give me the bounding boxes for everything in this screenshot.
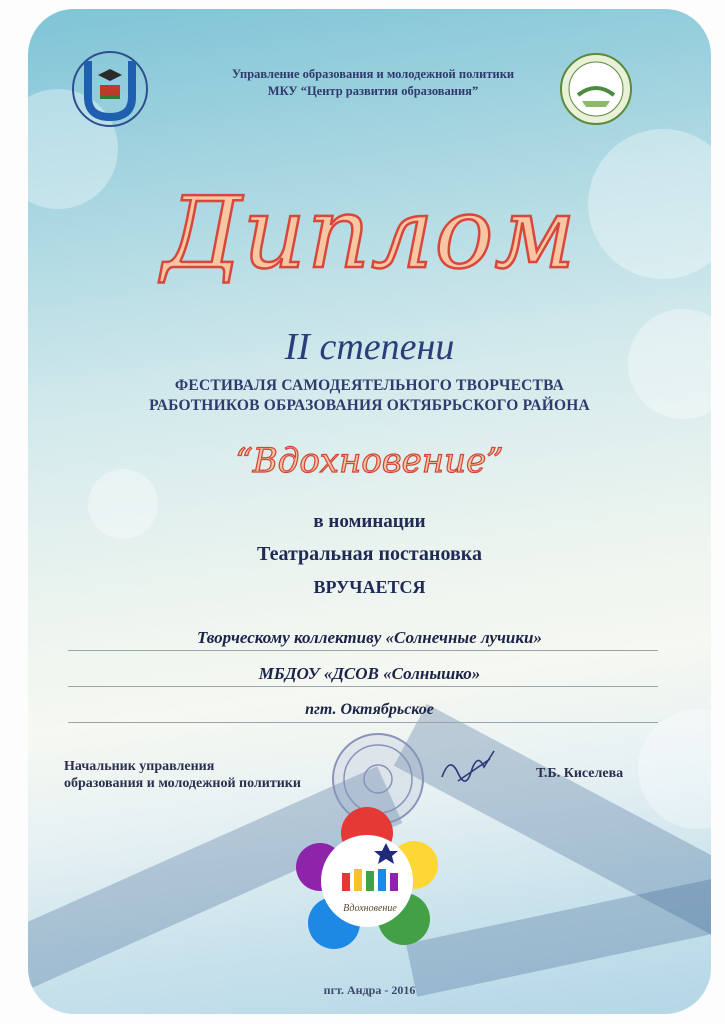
awarded-label: ВРУЧАЕТСЯ — [313, 577, 426, 597]
education-department-logo — [70, 49, 150, 129]
header-line-2: МКУ “Центр развития образования” — [267, 84, 479, 98]
fill-line — [68, 686, 658, 687]
development-center-logo — [558, 51, 634, 127]
nomination-name: Театральная постановка — [257, 543, 482, 565]
recipient-line-3: пгт. Октябрьское — [305, 701, 434, 718]
place-and-year: пгт. Андра - 2016 — [323, 983, 416, 997]
nomination-intro: в номинации — [313, 511, 426, 532]
fill-line — [68, 722, 658, 723]
emblem-caption: Вдохновение — [343, 903, 397, 914]
festival-line-1: ФЕСТИВАЛЯ САМОДЕЯТЕЛЬНОГО ТВОРЧЕСТВА — [174, 377, 565, 394]
film-strip-decoration — [406, 875, 711, 996]
fill-line — [68, 650, 658, 651]
bokeh-decoration — [638, 709, 711, 829]
diploma-title: Диплом — [162, 177, 577, 291]
festival-name: “Вдохновение” — [235, 441, 504, 481]
festival-emblem — [296, 807, 438, 955]
handwritten-signature — [438, 747, 498, 789]
recipient-line-1: Творческому коллективу «Солнечные лучики» — [197, 628, 542, 647]
festival-line-2: РАБОТНИКОВ ОБРАЗОВАНИЯ ОКТЯБРЬСКОГО РАЙОНА — [149, 397, 590, 414]
signatory-position-2: образования и молодежной политики — [64, 776, 301, 791]
recipient-line-2: МБДОУ «ДСОВ «Солнышко» — [258, 664, 481, 683]
signatory-name: Т.Б. Киселева — [536, 766, 624, 781]
degree-label: II степени — [284, 326, 455, 368]
header-line-1: Управление образования и молодежной политики — [231, 67, 515, 81]
diploma-card — [28, 9, 711, 1014]
signatory-position-1: Начальник управления — [64, 759, 215, 774]
